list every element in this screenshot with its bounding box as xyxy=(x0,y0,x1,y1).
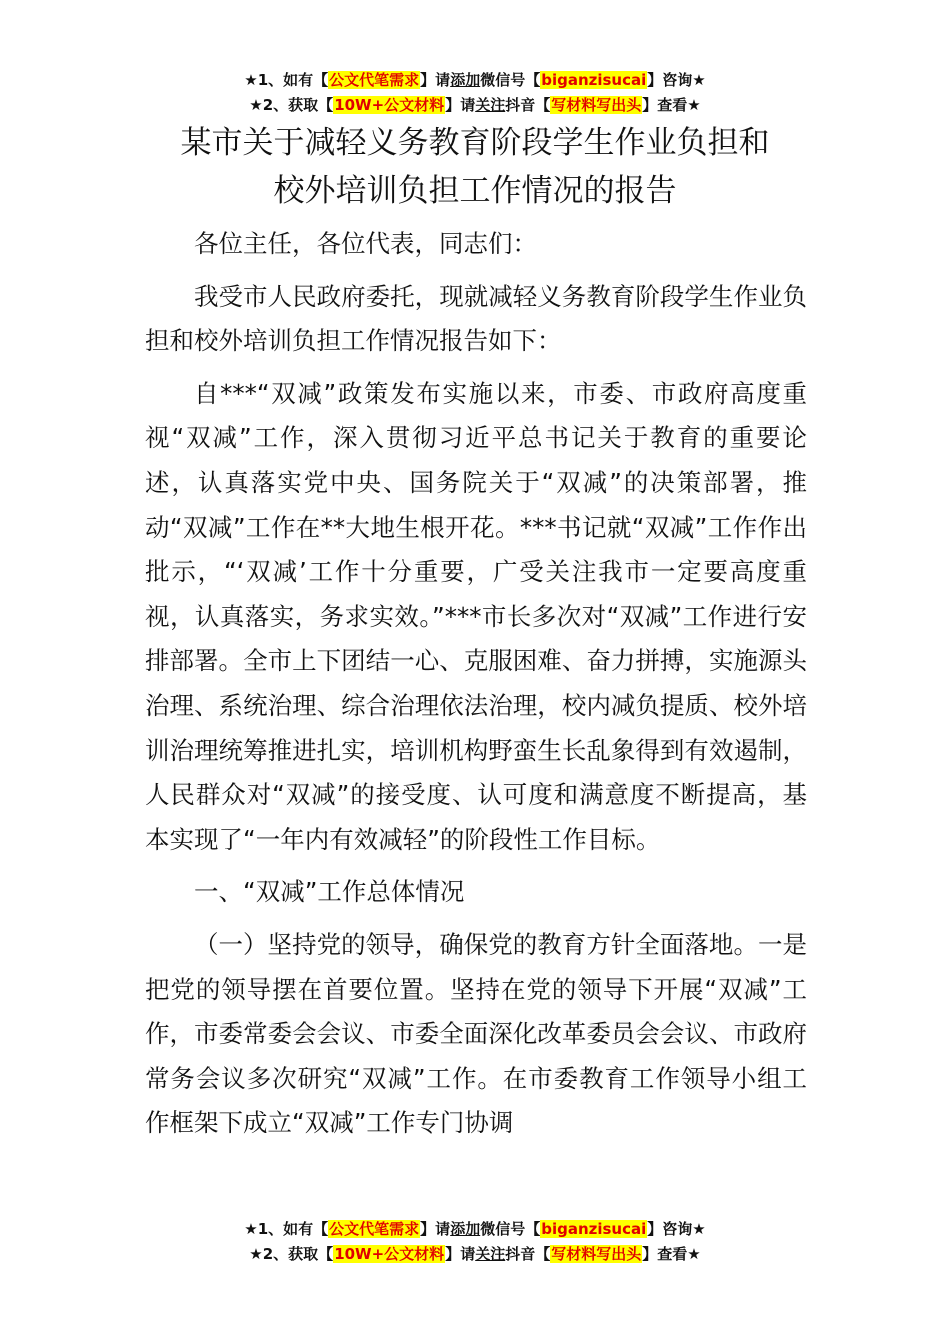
banner-text: 抖音【 xyxy=(505,96,551,114)
section-heading: 一、“双减”工作总体情况 xyxy=(194,877,465,907)
banner-text: 】请 xyxy=(445,1245,476,1263)
document-title xyxy=(0,119,950,215)
intro-paragraph: 我受市人民政府委托，现就减轻义务教育阶段学生作业负担和校外培训负担工作情况报告如下： xyxy=(145,281,807,356)
banner-highlight: biganzisucai xyxy=(541,71,647,89)
banner-underline: 添加 xyxy=(450,71,481,89)
banner-highlight: 写材料写出头 xyxy=(551,1245,642,1263)
banner-text: 】查看★ xyxy=(642,96,701,114)
banner-highlight: 公文代笔需求 xyxy=(329,71,420,89)
banner-text: 】咨询★ xyxy=(647,1220,706,1238)
banner-highlight: 10W+公文材料 xyxy=(334,1245,445,1263)
footer-banner xyxy=(0,1217,950,1267)
banner-highlight: 10W+公文材料 xyxy=(334,96,445,114)
banner-text: 】请 xyxy=(445,96,476,114)
banner-text: 】请 xyxy=(420,1220,451,1238)
banner-line-1 xyxy=(0,1217,950,1242)
body-paragraph: （一）坚持党的领导，确保党的教育方针全面落地。一是把党的领导摆在首要位置。坚持在党的领导下开展“双减”工作，市委常委会会议、市委全面深化改革委员会会议、市政府常务会议多次研究“双减”工作。在市委教育工作领导小组工作框架下成立“双减”工作专门协调 xyxy=(145,929,807,1138)
banner-text: 】请 xyxy=(420,71,451,89)
title-line-2: 校外培训负担工作情况的报告 xyxy=(273,173,677,209)
banner-text: 抖音【 xyxy=(505,1245,551,1263)
banner-text: 】咨询★ xyxy=(647,71,706,89)
body-paragraph: 自***“双减”政策发布实施以来，市委、市政府高度重视“双减”工作，深入贯彻习近平总书记关于教育的重要论述，认真落实党中央、国务院关于“双减”的决策部署，推动“双减”工作在**大地生根开花。***书记就“双减”工作作出批示，“‘双减’工作十分重要，广受关注我市一定要高度重视，认真落实，务求实效。”***市长多次对“双减”工作进行安排部署。全市上下团结一心、克服困难、奋力拼搏，实施源头治理、系统治理、综合治理依法治理，校内减负提质、校外培训治理统筹推进扎实，培训机构野蛮生长乱象得到有效遏制，人民群众对“双减”的接受度、认可度和满意度不断提高，基本实现了“一年内有效减轻”的阶段性工作目标。 xyxy=(145,378,807,854)
header-banner xyxy=(0,68,950,118)
banner-underline: 添加 xyxy=(450,1220,481,1238)
banner-highlight: 写材料写出头 xyxy=(551,96,642,114)
banner-text: 微信号【 xyxy=(480,1220,541,1238)
banner-text: ★2、获取【 xyxy=(249,1245,334,1263)
salutation: 各位主任，各位代表，同志们： xyxy=(194,229,537,258)
banner-highlight: 公文代笔需求 xyxy=(329,1220,420,1238)
banner-line-1 xyxy=(0,68,950,93)
banner-highlight: biganzisucai xyxy=(541,1220,647,1238)
banner-line-2 xyxy=(0,93,950,118)
banner-text: ★1、如有【 xyxy=(244,1220,329,1238)
banner-text: ★1、如有【 xyxy=(244,71,329,89)
banner-text: ★2、获取【 xyxy=(249,96,334,114)
title-line-1: 某市关于减轻义务教育阶段学生作业负担和 xyxy=(180,125,770,161)
banner-underline: 关注 xyxy=(475,96,506,114)
banner-line-2 xyxy=(0,1242,950,1267)
banner-underline: 关注 xyxy=(475,1245,506,1263)
banner-text: 微信号【 xyxy=(480,71,541,89)
document-body xyxy=(145,222,807,1202)
banner-text: 】查看★ xyxy=(642,1245,701,1263)
